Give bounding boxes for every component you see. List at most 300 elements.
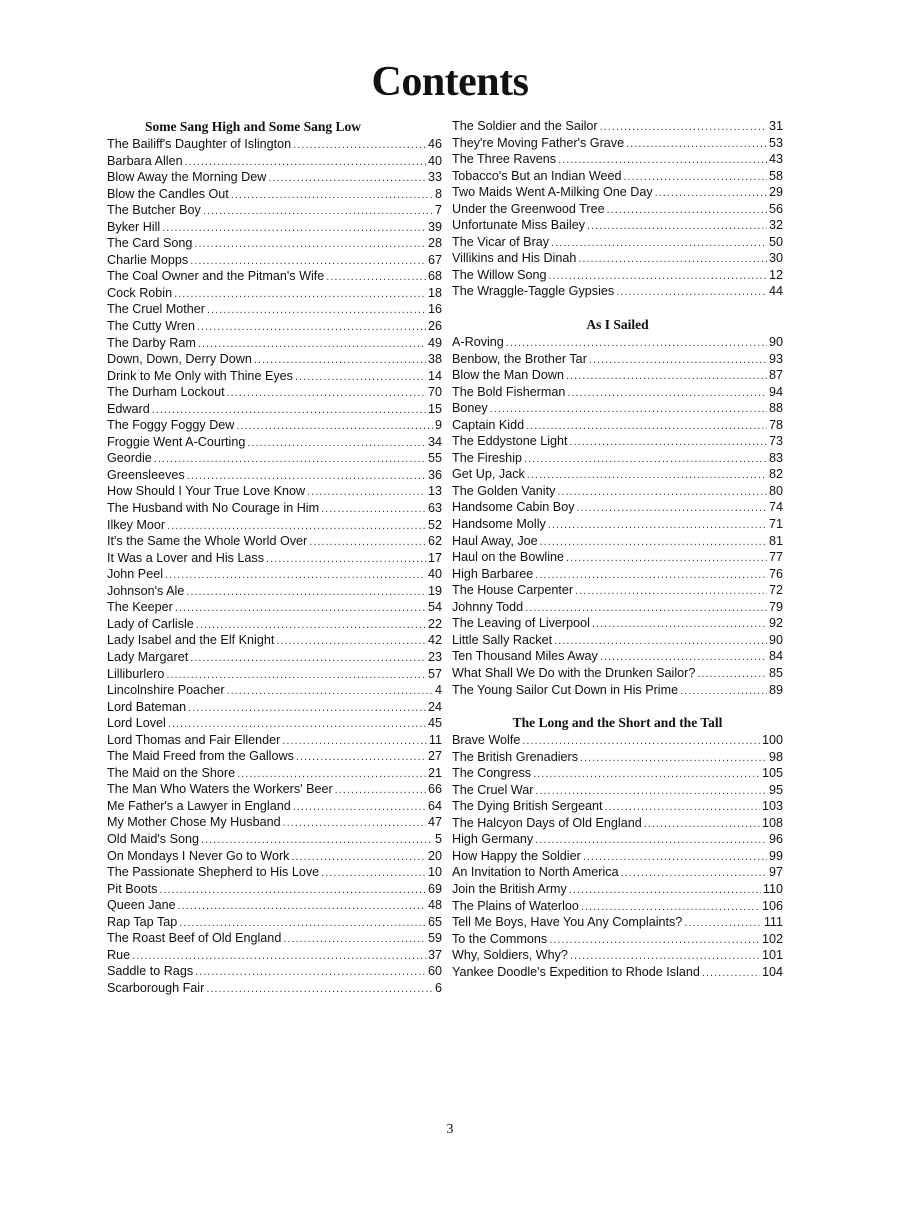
dot-leader	[178, 898, 426, 914]
toc-entry-title: An Invitation to North America	[452, 865, 619, 880]
dot-leader	[186, 584, 426, 600]
toc-entry-title: What Shall We Do with the Drunken Sailor?	[452, 665, 696, 680]
toc-entry-title: It Was a Lover and His Lass	[107, 550, 265, 565]
dot-leader	[293, 137, 426, 153]
dot-leader	[335, 782, 426, 798]
dot-leader	[167, 518, 426, 534]
toc-entry[interactable]	[452, 931, 783, 948]
toc-entry-title: The Roast Beef of Old England	[107, 931, 282, 946]
toc-entry-page: 54	[427, 600, 442, 615]
toc-entry[interactable]	[452, 499, 783, 516]
toc-entry-title: Greensleeves	[107, 467, 185, 482]
toc-entry-title: Handsome Cabin Boy	[452, 500, 575, 515]
dot-leader	[527, 467, 767, 483]
toc-entry-page: 59	[427, 931, 442, 946]
toc-entry-page: 15	[427, 401, 442, 416]
toc-entry-page: 16	[427, 302, 442, 317]
toc-entry[interactable]	[107, 500, 442, 517]
toc-entry[interactable]	[107, 384, 442, 401]
dot-leader	[190, 650, 426, 666]
section-heading-as-i-sailed: As I Sailed	[586, 317, 649, 333]
toc-entry[interactable]	[452, 732, 783, 749]
toc-entry[interactable]	[107, 219, 442, 236]
dot-leader	[624, 169, 767, 185]
dot-leader	[540, 534, 767, 550]
toc-entry-page: 66	[427, 782, 442, 797]
toc-entry[interactable]	[452, 765, 783, 782]
toc-entry-title: On Mondays I Never Go to Work	[107, 848, 290, 863]
toc-entry-page: 81	[768, 533, 783, 548]
toc-entry-title: The Husband with No Courage in Him	[107, 501, 320, 516]
toc-entry[interactable]	[452, 234, 783, 251]
toc-entry[interactable]	[107, 467, 442, 484]
dot-leader	[283, 815, 426, 831]
toc-entry-title: Lord Thomas and Fair Ellender	[107, 732, 281, 747]
toc-entry-page: 7	[434, 203, 442, 218]
toc-entry-page: 68	[427, 269, 442, 284]
toc-entry-title: Why, Soldiers, Why?	[452, 948, 568, 963]
toc-entry-title: Lady of Carlisle	[107, 616, 194, 631]
toc-entry[interactable]	[107, 533, 442, 550]
toc-entry[interactable]	[107, 186, 442, 203]
toc-entry[interactable]	[107, 897, 442, 914]
toc-entry[interactable]	[107, 748, 442, 765]
toc-entry-title: Yankee Doodle's Expedition to Rhode Island	[452, 964, 700, 979]
toc-entry[interactable]	[452, 168, 783, 185]
toc-entry[interactable]	[107, 632, 442, 649]
toc-entry[interactable]	[452, 250, 783, 267]
toc-entry[interactable]	[452, 881, 783, 898]
toc-entry[interactable]	[452, 367, 783, 384]
toc-entry[interactable]	[107, 765, 442, 782]
toc-entry[interactable]	[452, 566, 783, 583]
toc-entry-page: 67	[427, 252, 442, 267]
toc-entry-title: The Maid Freed from the Gallows	[107, 749, 294, 764]
dot-leader	[185, 154, 426, 170]
toc-entry[interactable]	[452, 184, 783, 201]
toc-entry-title: Rap Tap Tap	[107, 914, 178, 929]
toc-entry[interactable]	[452, 201, 783, 218]
toc-entry-title: The British Grenadiers	[452, 749, 578, 764]
toc-entry[interactable]	[452, 516, 783, 533]
toc-entry[interactable]	[107, 963, 442, 980]
toc-entry[interactable]	[452, 267, 783, 284]
toc-entry[interactable]	[452, 848, 783, 865]
dot-leader	[188, 700, 426, 716]
toc-entry[interactable]	[452, 864, 783, 881]
toc-entry-page: 90	[768, 335, 783, 350]
dot-leader	[697, 666, 767, 682]
toc-entry-title: Down, Down, Derry Down	[107, 352, 252, 367]
toc-entry-title: Rue	[107, 947, 131, 962]
toc-entry-page: 22	[427, 616, 442, 631]
dot-leader	[201, 832, 433, 848]
toc-entry-page: 83	[768, 450, 783, 465]
toc-entry[interactable]	[107, 401, 442, 418]
toc-entry-title: The Bailiff's Daughter of Islington	[107, 137, 292, 151]
toc-entry-title: Cock Robin	[107, 285, 173, 300]
toc-entry-title: Tell Me Boys, Have You Any Complaints?	[452, 915, 683, 930]
toc-entry-page: 82	[768, 467, 783, 482]
dot-leader	[174, 286, 426, 302]
toc-entry-title: Brave Wolfe	[452, 733, 521, 748]
toc-entry[interactable]	[107, 550, 442, 567]
toc-entry-title: Drink to Me Only with Thine Eyes	[107, 368, 293, 383]
toc-entry[interactable]	[107, 169, 442, 186]
toc-entry[interactable]	[107, 599, 442, 616]
section-heading-long-short-tall: The Long and the Short and the Tall	[512, 715, 723, 731]
toc-entry[interactable]	[452, 599, 783, 616]
toc-entry[interactable]	[107, 848, 442, 865]
toc-entry-page: 38	[427, 352, 442, 367]
toc-entry[interactable]	[107, 285, 442, 302]
toc-entry[interactable]	[107, 947, 442, 964]
toc-entry-page: 23	[427, 649, 442, 664]
toc-entry[interactable]	[452, 118, 783, 135]
toc-entry-title: Ten Thousand Miles Away	[452, 649, 598, 664]
toc-entry[interactable]	[107, 781, 442, 798]
dot-leader	[206, 981, 433, 997]
toc-entry[interactable]	[107, 732, 442, 749]
page-title: Contents	[371, 59, 529, 105]
toc-entry-page: 39	[427, 219, 442, 234]
dot-leader	[566, 550, 767, 566]
toc-entry[interactable]	[107, 417, 442, 434]
toc-entry[interactable]	[107, 666, 442, 683]
toc-entry[interactable]	[452, 898, 783, 915]
toc-entry-page: 5	[434, 831, 442, 846]
toc-entry[interactable]	[452, 483, 783, 500]
toc-entry-title: Me Father's a Lawyer in England	[107, 798, 291, 813]
dot-leader	[605, 799, 760, 815]
toc-entry-page: 6	[434, 980, 442, 995]
toc-entry[interactable]	[107, 798, 442, 815]
dot-leader	[166, 667, 426, 683]
toc-entry-page: 37	[427, 947, 442, 962]
toc-entry[interactable]	[107, 252, 442, 269]
toc-entry[interactable]	[452, 549, 783, 566]
toc-entry-page: 34	[427, 434, 442, 449]
toc-entry-title: Edward	[107, 401, 150, 416]
toc-entry-title: The Butcher Boy	[107, 203, 201, 218]
toc-entry[interactable]	[452, 217, 783, 234]
toc-entry[interactable]	[452, 798, 783, 815]
toc-entry-title: My Mother Chose My Husband	[107, 815, 281, 830]
toc-entry-page: 26	[427, 319, 442, 334]
dot-leader	[307, 484, 426, 500]
dot-leader	[175, 600, 426, 616]
toc-entry-page: 11	[428, 732, 442, 747]
dot-leader	[600, 649, 767, 665]
toc-entry-title: The Maid on the Shore	[107, 765, 236, 780]
toc-entry[interactable]	[452, 450, 783, 467]
toc-entry-page: 47	[427, 815, 442, 830]
toc-entry[interactable]	[452, 964, 783, 981]
toc-entry-page: 79	[768, 599, 783, 614]
toc-entry[interactable]	[452, 914, 783, 931]
dot-leader	[168, 716, 426, 732]
toc-entry[interactable]	[107, 715, 442, 732]
toc-entry-title: The Cruel War	[452, 782, 534, 797]
toc-entry-title: The Dying British Sergeant	[452, 799, 603, 814]
toc-entry-title: Lady Isabel and the Elf Knight	[107, 633, 275, 648]
toc-entry-page: 20	[427, 848, 442, 863]
toc-entry-page: 94	[768, 384, 783, 399]
toc-entry[interactable]	[107, 649, 442, 666]
toc-entry-title: Little Sally Racket	[452, 632, 553, 647]
toc-entry-page: 89	[768, 682, 783, 697]
toc-entry[interactable]	[452, 615, 783, 632]
toc-entry-title: High Barbaree	[452, 566, 534, 581]
dot-leader	[236, 418, 433, 434]
toc-entry-page: 18	[427, 285, 442, 300]
toc-entry-page: 36	[427, 467, 442, 482]
toc-entry-page: 24	[427, 699, 442, 714]
section-spacer	[452, 300, 783, 316]
toc-entry-title: The Fireship	[452, 450, 522, 465]
toc-entry-title: Geordie	[107, 451, 152, 466]
dot-leader	[549, 932, 760, 948]
toc-entry-page: 64	[427, 798, 442, 813]
toc-entry[interactable]	[452, 782, 783, 799]
toc-entry[interactable]	[452, 433, 783, 450]
toc-entry[interactable]	[107, 814, 442, 831]
dot-leader	[291, 849, 426, 865]
toc-entry[interactable]	[452, 632, 783, 649]
toc-entry-title: The Soldier and the Sailor	[452, 119, 598, 133]
toc-entry[interactable]	[452, 815, 783, 832]
dot-leader	[132, 948, 426, 964]
toc-entry[interactable]	[107, 318, 442, 335]
toc-entry[interactable]	[452, 384, 783, 401]
toc-entry-title: The Darby Ram	[107, 335, 196, 350]
toc-entry[interactable]	[452, 665, 783, 682]
toc-entry[interactable]	[452, 648, 783, 665]
toc-entry-page: 111	[763, 915, 783, 930]
toc-entry-title: Scarborough Fair	[107, 980, 205, 995]
toc-entry[interactable]	[107, 980, 442, 997]
toc-entry-title: Charlie Mopps	[107, 252, 189, 267]
toc-entry-page: 104	[761, 964, 783, 979]
dot-leader	[566, 368, 767, 384]
toc-entry-title: Froggie Went A-Courting	[107, 434, 246, 449]
toc-entry[interactable]	[452, 682, 783, 699]
toc-entry-title: The Cruel Mother	[107, 302, 205, 317]
toc-entry-page: 102	[761, 931, 783, 946]
toc-entry-page: 27	[427, 749, 442, 764]
section-heading-some-sang-high: Some Sang High and Some Sang Low	[145, 119, 362, 134]
toc-entry[interactable]	[107, 483, 442, 500]
toc-entry[interactable]	[107, 881, 442, 898]
toc-entry-page: 30	[768, 251, 783, 266]
toc-entry[interactable]	[107, 583, 442, 600]
toc-entry-title: Boney	[452, 401, 488, 416]
toc-entry[interactable]	[452, 151, 783, 168]
toc-entry-page: 77	[768, 550, 783, 565]
toc-entry-page: 17	[427, 550, 442, 565]
dot-leader	[159, 882, 426, 898]
toc-entry[interactable]	[452, 351, 783, 368]
toc-entry-title: The Card Song	[107, 236, 193, 251]
toc-entry[interactable]	[107, 616, 442, 633]
toc-entry[interactable]	[107, 914, 442, 931]
toc-entry-title: The Bold Fisherman	[452, 384, 566, 399]
toc-entry-title: The Passionate Shepherd to His Love	[107, 865, 320, 880]
toc-entry[interactable]	[452, 749, 783, 766]
toc-entry[interactable]	[452, 466, 783, 483]
toc-entry-title: The Keeper	[107, 600, 173, 615]
toc-entry-page: 84	[768, 649, 783, 664]
section-spacer	[452, 698, 783, 714]
dot-leader	[607, 202, 767, 218]
toc-entry-title: Captain Kidd	[452, 417, 525, 432]
toc-entry-title: Lord Lovel	[107, 716, 166, 731]
dot-leader	[254, 352, 426, 368]
toc-entry-title: The Three Ravens	[452, 152, 557, 167]
toc-entry-title: The Eddystone Light	[452, 434, 568, 449]
toc-entry-page: 98	[768, 749, 783, 764]
dot-leader	[190, 253, 426, 269]
dot-leader	[326, 269, 426, 285]
dot-leader	[626, 136, 767, 152]
toc-entry-title: How Happy the Soldier	[452, 848, 581, 863]
toc-entry-page: 96	[768, 832, 783, 847]
toc-entry-title: The Vicar of Bray	[452, 234, 550, 249]
toc-entry[interactable]	[107, 699, 442, 716]
toc-entry-title: Barbara Allen	[107, 153, 183, 168]
toc-entry[interactable]	[107, 368, 442, 385]
toc-entry-page: 29	[768, 185, 783, 200]
dot-leader	[554, 633, 767, 649]
toc-entry[interactable]	[452, 400, 783, 417]
dot-leader	[309, 534, 426, 550]
dot-leader	[197, 319, 426, 335]
toc-entry-title: It's the Same the Whole World Over	[107, 534, 308, 549]
toc-entry[interactable]	[452, 947, 783, 964]
dot-leader	[207, 302, 426, 318]
dot-leader	[548, 517, 767, 533]
toc-entry-title: Handsome Molly	[452, 517, 546, 532]
dot-leader	[268, 170, 426, 186]
toc-entry-title: Villikins and His Dinah	[452, 251, 577, 266]
dot-leader	[490, 401, 767, 417]
dot-leader	[680, 683, 767, 699]
dot-leader	[535, 783, 767, 799]
toc-entry[interactable]	[107, 268, 442, 285]
dot-leader	[535, 832, 767, 848]
toc-entry-page: 28	[427, 236, 442, 251]
toc-entry[interactable]	[107, 153, 442, 170]
toc-entry[interactable]	[452, 283, 783, 300]
toc-entry-page: 76	[768, 566, 783, 581]
toc-entry[interactable]	[107, 450, 442, 467]
dot-leader	[583, 849, 767, 865]
dot-leader	[282, 733, 427, 749]
toc-entry-page: 99	[768, 848, 783, 863]
toc-entry-page: 13	[427, 484, 442, 499]
page-number: 3	[446, 1122, 454, 1137]
toc-entry-title: Pit Boots	[107, 881, 158, 896]
toc-entry[interactable]	[107, 831, 442, 848]
dot-leader	[684, 915, 762, 931]
dot-leader	[196, 617, 426, 633]
toc-entry-title: The Durham Lockout	[107, 385, 225, 400]
toc-entry[interactable]	[107, 351, 442, 368]
toc-entry-page: 60	[427, 964, 442, 979]
toc-entry-title: The House Carpenter	[452, 583, 574, 598]
toc-entry-page: 69	[427, 881, 442, 896]
toc-entry-page: 63	[427, 501, 442, 516]
toc-entry[interactable]	[107, 682, 442, 699]
dot-leader	[535, 567, 767, 583]
toc-entry[interactable]	[107, 335, 442, 352]
dot-leader	[154, 451, 426, 467]
toc-entry-page: 87	[768, 368, 783, 383]
toc-entry-page: 97	[768, 865, 783, 880]
toc-entry[interactable]	[452, 417, 783, 434]
toc-entry-page: 95	[768, 782, 783, 797]
dot-leader	[321, 501, 426, 517]
toc-entry[interactable]	[452, 135, 783, 152]
toc-entry-page: 46	[427, 137, 442, 151]
toc-entry-page: 45	[427, 716, 442, 731]
toc-entry[interactable]	[107, 566, 442, 583]
toc-entry-page: 40	[427, 567, 442, 582]
dot-leader	[600, 119, 767, 135]
toc-entry[interactable]	[452, 831, 783, 848]
toc-entry-title: Join the British Army	[452, 881, 567, 896]
toc-entry[interactable]	[107, 301, 442, 318]
toc-entry-title: The Congress	[452, 766, 532, 781]
toc-entry[interactable]	[107, 434, 442, 451]
toc-entry-page: 110	[762, 881, 783, 896]
dot-leader	[165, 567, 426, 583]
toc-entry-page: 43	[768, 152, 783, 167]
toc-entry-page: 14	[427, 368, 442, 383]
toc-entry[interactable]	[107, 235, 442, 252]
toc-entry-page: 78	[768, 417, 783, 432]
toc-entry[interactable]	[107, 202, 442, 219]
toc-entry[interactable]	[107, 136, 442, 153]
dot-leader	[198, 336, 426, 352]
toc-entry-title: Johnny Todd	[452, 599, 524, 614]
toc-entry-title: Ilkey Moor	[107, 517, 166, 532]
dot-leader	[266, 551, 426, 567]
toc-entry-page: 85	[768, 665, 783, 680]
dot-leader	[524, 451, 767, 467]
toc-entry-page: 65	[427, 914, 442, 929]
toc-entry-page: 53	[768, 135, 783, 150]
dot-leader	[276, 633, 426, 649]
toc-entry-title: How Should I Your True Love Know	[107, 484, 306, 499]
toc-entry-title: Benbow, the Brother Tar	[452, 351, 587, 366]
toc-entry[interactable]	[107, 930, 442, 947]
toc-entry-title: The Golden Vanity	[452, 483, 556, 498]
toc-entry-page: 44	[768, 284, 783, 299]
toc-entry-page: 57	[427, 666, 442, 681]
toc-entry[interactable]	[107, 517, 442, 534]
toc-entry-page: 55	[427, 451, 442, 466]
toc-entry-page: 4	[434, 683, 442, 698]
toc-entry[interactable]	[107, 864, 442, 881]
toc-entry-title: The Halcyon Days of Old England	[452, 815, 642, 830]
toc-entry-title: Saddle to Rags	[107, 964, 194, 979]
toc-entry[interactable]	[452, 582, 783, 599]
dot-leader	[580, 750, 767, 766]
toc-entry[interactable]	[452, 334, 783, 351]
toc-entry-title: Get Up, Jack	[452, 467, 525, 482]
toc-entry[interactable]	[452, 533, 783, 550]
